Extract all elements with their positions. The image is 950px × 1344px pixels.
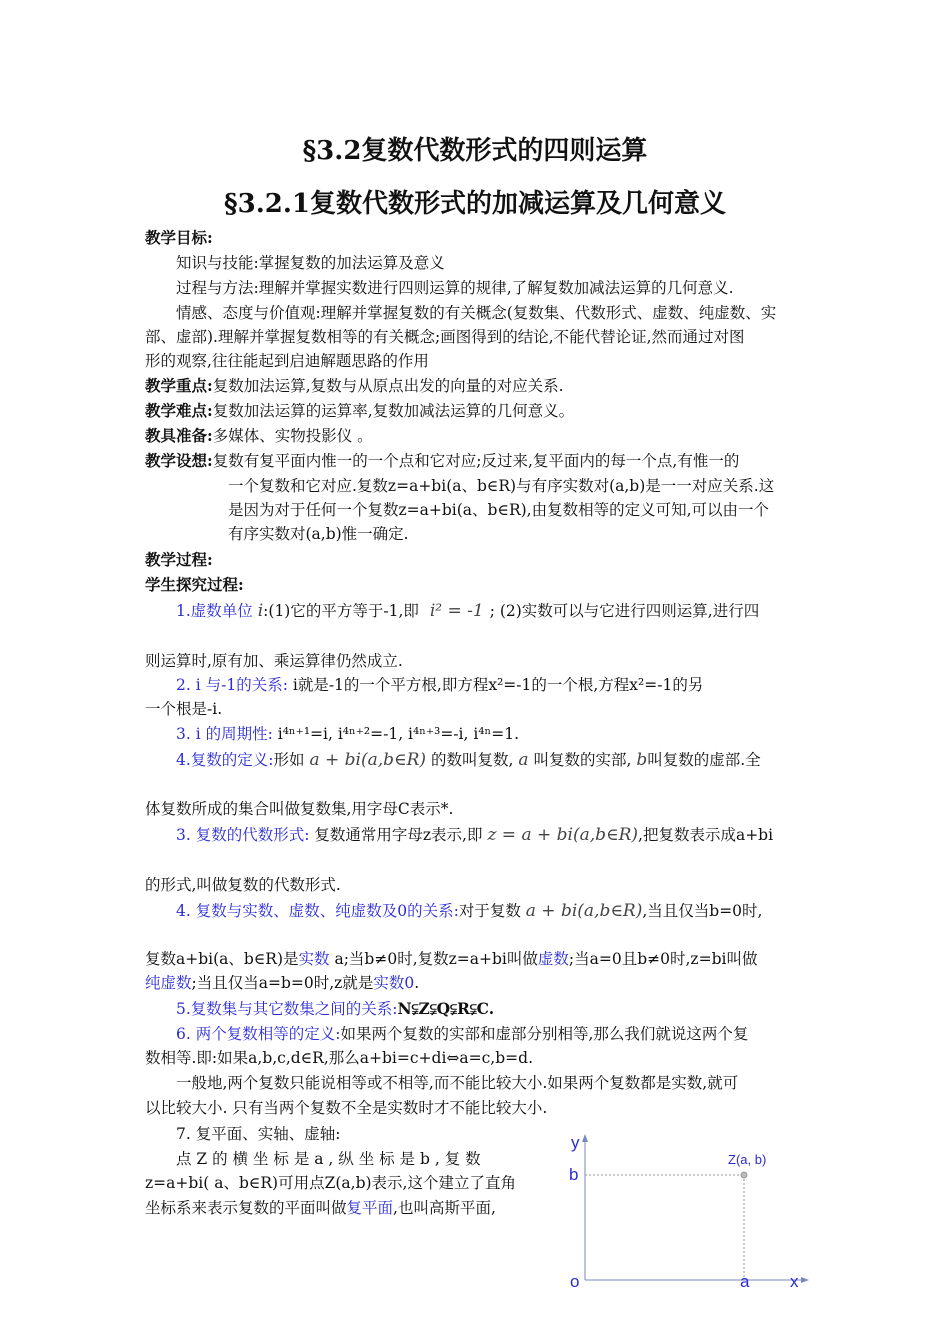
b-label: b [569, 1165, 579, 1184]
item-7-label: 5.复数集与其它数集之间的关系: [176, 1000, 398, 1018]
item-6-continued [145, 947, 815, 971]
item-definition [176, 748, 846, 772]
key-point-text: 复数加法运算,复数与从原点出发的向量的对应关系. [212, 377, 564, 395]
item-periodicity [176, 722, 846, 746]
item-9-line-3 [145, 1196, 555, 1220]
item-3-label: 3. i 的周期性: [176, 725, 273, 743]
item-i-and-minus-one [176, 673, 846, 697]
goal-emotion-3: 形的观察,往往能起到启迪解题思路的作用 [145, 352, 429, 370]
item-imaginary-unit [176, 599, 846, 623]
item-6-continued-2 [145, 971, 815, 995]
item-equality [176, 1022, 846, 1046]
general-note-2: 以比较大小. 只有当两个复数不全是实数时才不能比较大小. [145, 1099, 548, 1117]
origin-label: o [570, 1272, 580, 1291]
tools-label: 教具准备: [145, 426, 213, 445]
y-axis-arrow-icon [582, 1134, 588, 1142]
item-6-label: 4. 复数与实数、虚数、纯虚数及0的关系: [176, 902, 459, 920]
goals-label: 教学目标: [145, 228, 213, 247]
item-4-continued: 体复数所成的集合叫做复数集,用字母C表示*. [145, 800, 454, 818]
y-axis-label: y [571, 1133, 580, 1152]
item-6-real: 实数 [298, 950, 330, 968]
item-1-i: i [257, 601, 264, 621]
item-9-3a: 坐标系来表示复数的平面叫做 [145, 1199, 347, 1217]
difficulty [145, 399, 815, 423]
item-3-text: i⁴ⁿ⁺¹=i, i⁴ⁿ⁺²=-1, i⁴ⁿ⁺³=-i, i⁴ⁿ=1. [277, 725, 520, 743]
item-8-label: 6. 两个复数相等的定义: [176, 1025, 341, 1043]
item-9-line-1: 点 Z 的 横 坐 标 是 a , 纵 坐 标 是 b , 复 数 [176, 1150, 481, 1168]
page-title: §3.2复数代数形式的四则运算 [302, 136, 648, 166]
item-5-continued: 的形式,叫做复数的代数形式. [145, 876, 341, 894]
item-4-math: a + bi(a,b∈R) [309, 750, 427, 770]
item-1-label: 1.虚数单位 [176, 602, 253, 620]
item-5-label: 3. 复数的代数形式: [176, 826, 310, 844]
item-8-continued: 数相等.即:如果a,b,c,d∈R,那么a+bi=c+di⇔a=c,b=d. [145, 1049, 533, 1067]
difficulty-label: 教学难点: [145, 401, 213, 420]
item-2-continued: 一个根是-i. [145, 700, 223, 718]
design-line-1: 复数有复平面内惟一的一个点和它对应;反过来,复平面内的每一个点,有惟一的 [212, 452, 740, 470]
key-point [145, 374, 815, 398]
item-9-3c: ,也叫高斯平面, [393, 1199, 496, 1217]
design-line-2: 一个复数和它对应.复数z=a+bi(a、b∈R)与有序实数对(a,b)是一一对应关系.这 [228, 477, 775, 495]
item-1-continued: 则运算时,原有加、乘运算律仍然成立. [145, 652, 403, 670]
a-label: a [740, 1272, 750, 1291]
design [145, 449, 815, 473]
tools [145, 424, 815, 448]
item-relations [176, 899, 846, 923]
item-1-text-2: ; (2)实数可以与它进行四则运算,进行四 [489, 602, 760, 620]
item-5-text-2: ,把复数表示成a+bi [638, 826, 774, 844]
difficulty-text: 复数加法运算的运算率,复数加减法运算的几何意义。 [212, 402, 575, 420]
item-4-b: b [636, 750, 648, 770]
item-4-label: 4.复数的定义: [176, 751, 274, 769]
item-6-cont-b: a;当b≠0时,复数z=a+bi叫做 [329, 950, 538, 968]
design-line-3: 是因为对于任何一个复数z=a+bi(a、b∈R),由复数相等的定义可知,可以由一个 [228, 501, 770, 519]
item-4-text-d: 叫复数的虚部.全 [647, 751, 761, 769]
item-6-math: a + bi(a,b∈R) [525, 901, 643, 921]
item-1-math: i² = -1 [429, 601, 484, 621]
goal-emotion-2: 部、虚部).理解并掌握复数相等的有关概念;画图得到的结论,不能代替论证,然而通过对图 [145, 328, 745, 346]
design-label: 教学设想: [145, 451, 213, 470]
item-4-text-a: 形如 [273, 751, 305, 769]
item-6-cont-d: ;当且仅当a=b=0时,z就是 [191, 974, 374, 992]
goal-process: 过程与方法:理解并掌握实数进行四则运算的规律,了解复数加减法运算的几何意义. [176, 279, 734, 297]
item-4-text-b: 的数叫复数, [430, 751, 514, 769]
item-6-cont-e: . [414, 974, 420, 992]
item-7-text: N⫋Z⫋Q⫋R⫋C. [397, 999, 495, 1018]
item-8-text: 如果两个复数的实部和虚部分别相等,那么我们就说这两个复 [340, 1025, 749, 1043]
item-algebraic-form [176, 823, 846, 847]
point-z [741, 1172, 747, 1178]
item-9-line-2: z=a+bi( a、b∈R)可用点Z(a,b)表示,这个建立了直角 [145, 1174, 516, 1192]
design-line-4: 有序实数对(a,b)惟一确定. [228, 525, 409, 543]
item-6-text: 对于复数 [458, 902, 521, 920]
x-axis-arrow-icon [801, 1277, 809, 1283]
item-2-label: 2. i 与-1的关系: [176, 676, 288, 694]
key-point-label: 教学重点: [145, 376, 213, 395]
explore-label: 学生探究过程: [145, 575, 244, 594]
point-z-label: Z(a, b) [728, 1152, 767, 1167]
item-9-3b: 复平面 [346, 1199, 394, 1217]
item-4-a: a [518, 750, 529, 770]
item-6-imag: 虚数 [537, 950, 569, 968]
goal-knowledge: 知识与技能:掌握复数的加法运算及意义 [176, 254, 445, 272]
section-subtitle: §3.2.1复数代数形式的加减运算及几何意义 [224, 189, 726, 219]
general-note-1: 一般地,两个复数只能说相等或不相等,而不能比较大小.如果两个复数都是实数,就可 [176, 1074, 739, 1092]
item-6-pure: 纯虚数 [145, 974, 192, 992]
item-6-zero: 实数0 [373, 974, 415, 992]
complex-plane-diagram [560, 1130, 810, 1300]
item-1-text: :(1)它的平方等于-1,即 [263, 602, 419, 620]
goal-emotion-1: 情感、态度与价值观:理解并掌握复数的有关概念(复数集、代数形式、虚数、纯虚数、实 [176, 304, 777, 322]
x-axis-label: x [790, 1272, 799, 1291]
item-5-text: 复数通常用字母z表示,即 [314, 826, 483, 844]
item-4-text-c: 叫复数的实部, [533, 751, 632, 769]
item-complex-plane-label: 7. 复平面、实轴、虚轴: [176, 1125, 341, 1143]
item-6-text-2: ,当且仅当b=0时, [642, 902, 763, 920]
tools-text: 多媒体、实物投影仪 。 [212, 427, 373, 445]
item-6-cont-a: 复数a+bi(a、b∈R)是 [145, 950, 299, 968]
item-number-sets [176, 997, 846, 1021]
item-2-text: i就是-1的一个平方根,即方程x²=-1的一个根,方程x²=-1的另 [292, 676, 704, 694]
process-label: 教学过程: [145, 550, 213, 569]
item-5-math: z = a + bi(a,b∈R) [487, 825, 639, 845]
item-6-cont-c: ;当a=0且b≠0时,z=bi叫做 [568, 950, 758, 968]
